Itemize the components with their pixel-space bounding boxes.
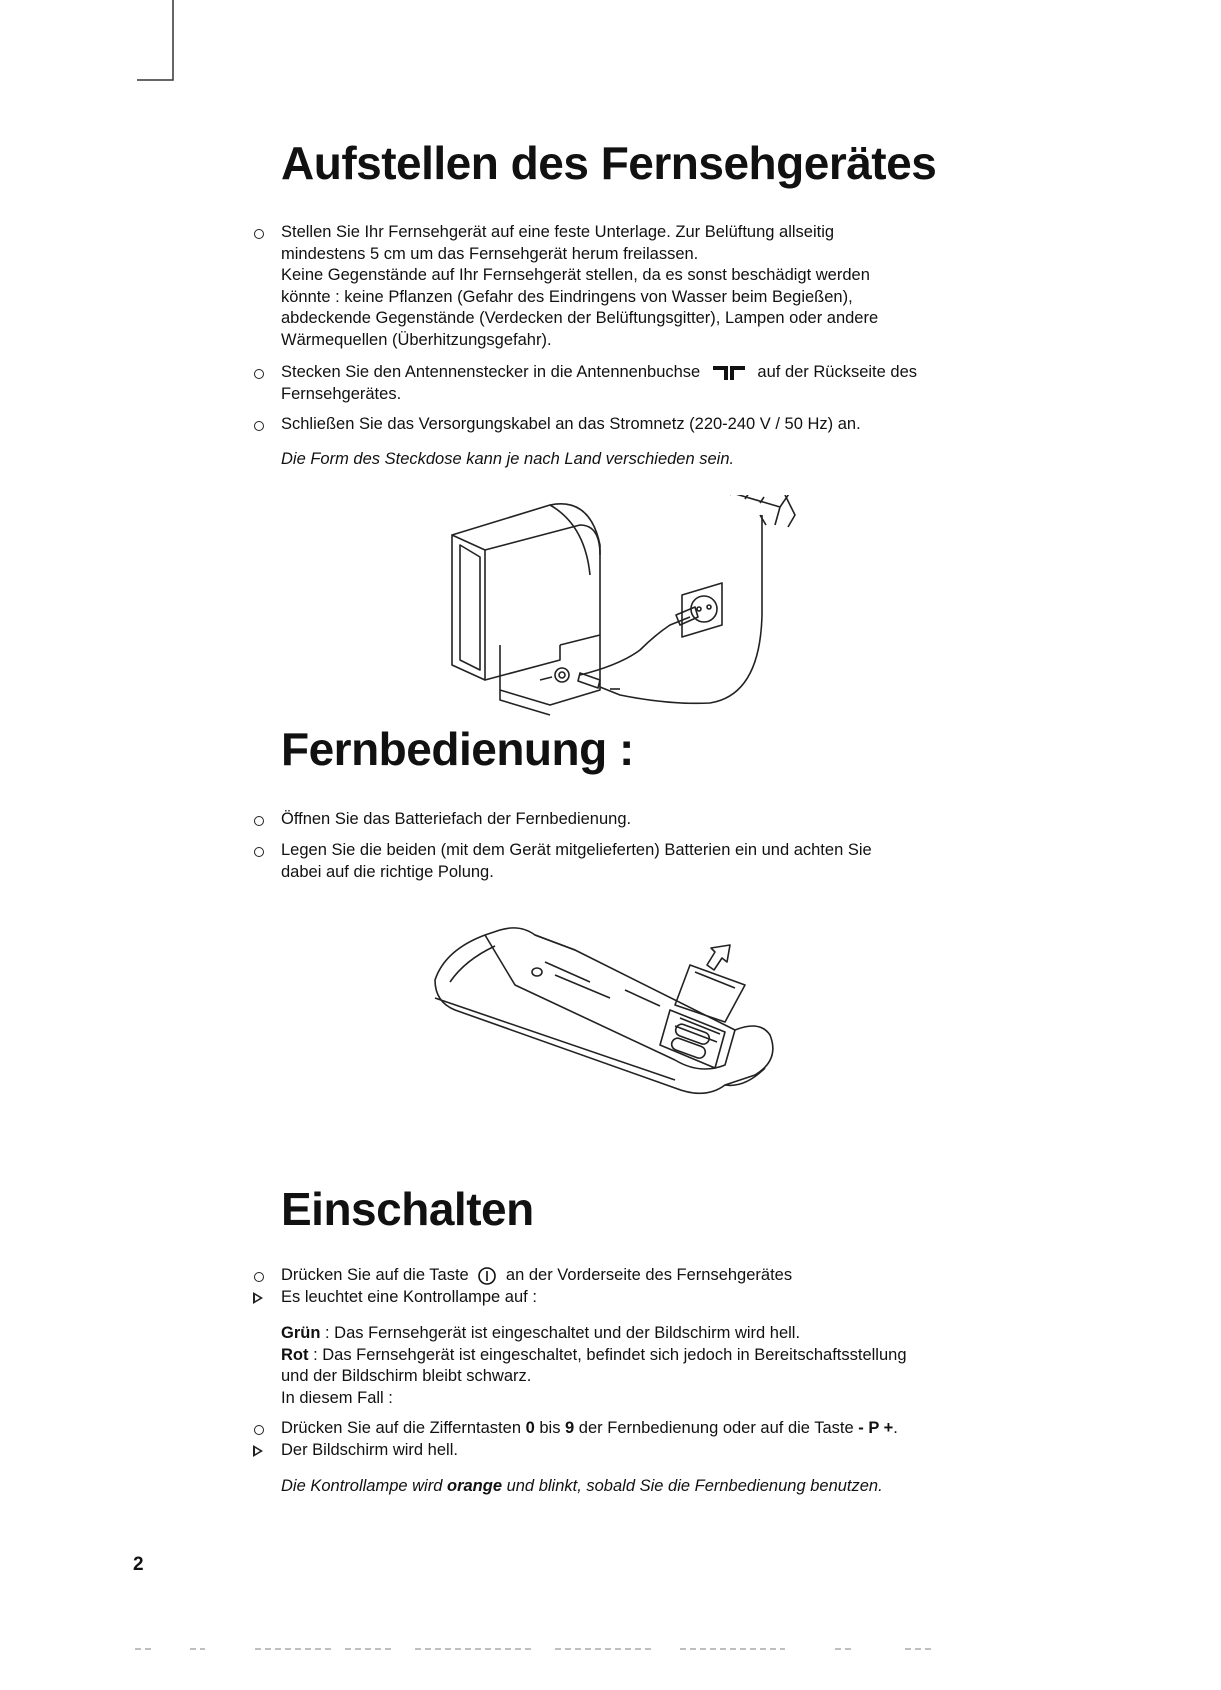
bullet-press-digits (281, 1418, 1001, 1440)
tv-setup-illustration (440, 495, 860, 720)
result-indicator-light (281, 1287, 1021, 1309)
green-line (281, 1323, 1001, 1345)
red-text: : Das Fernsehgerät ist eingeschaltet, befindet sich jedoch in Bereitschaftsstellung (308, 1345, 907, 1364)
page-number: 2 (133, 1554, 144, 1575)
indicator-explanation (281, 1323, 1001, 1409)
green-text: : Das Fernsehgerät ist eingeschaltet und der Bildschirm wird hell. (320, 1324, 801, 1342)
digit-zero: 0 (525, 1419, 535, 1437)
green-label: Grün (281, 1324, 321, 1342)
program-key: - P + (858, 1419, 894, 1437)
note-orange-light (281, 1476, 1001, 1498)
text-line: und der Bildschirm bleibt schwarz. (281, 1367, 532, 1385)
text-line: könnte : keine Pflanzen (Gefahr des Eindringens von Wasser beim Begießen), (281, 287, 853, 306)
text-line: Es leuchtet eine Kontrollampe auf : (281, 1288, 537, 1306)
note-socket-shape: Die Form des Steckdose kann je nach Land verschieden sein. (281, 450, 735, 468)
result-screen-bright (281, 1440, 1021, 1462)
note-text: Die Kontrollampe wird (281, 1477, 447, 1495)
digits-text: der Fernbedienung oder auf die Taste (574, 1419, 859, 1437)
text-line: Schließen Sie das Versorgungskabel an das Stromnetz (220-240 V / 50 Hz) an. (281, 415, 861, 433)
section-title-setup: Aufstellen des Fernsehgerätes (281, 137, 937, 189)
digits-text: Drücken Sie auf die Zifferntasten (281, 1419, 526, 1437)
section-title-power-on: Einschalten (281, 1183, 534, 1235)
red-label: Rot (281, 1345, 309, 1364)
power-text-after: an der Vorderseite des Fernsehgerätes (505, 1266, 793, 1284)
note-orange: orange (446, 1477, 502, 1495)
text-line: Wärmequellen (Überhitzungsgefahr). (281, 330, 552, 349)
red-line (281, 1345, 1001, 1367)
bullet-power (281, 414, 1021, 436)
text-line: Legen Sie die beiden (mit dem Gerät mitgelieferten) Batterien ein und achten Sie (281, 841, 872, 859)
digits-text: bis (534, 1419, 566, 1437)
power-text-before: Drücken Sie auf die Taste (281, 1266, 469, 1284)
text-line: Keine Gegenstände auf Ihr Fernsehgerät stellen, da es sonst beschädigt werden (281, 266, 870, 284)
digit-nine: 9 (565, 1419, 575, 1437)
bullet-insert-batteries (281, 840, 1021, 883)
text-line: Fernsehgerätes. (281, 384, 402, 403)
power-button-icon (477, 1266, 497, 1286)
antenna-text-before: Stecken Sie den Antennenstecker in die Antennenbuchse (281, 363, 701, 381)
antenna-text-after: auf der Rückseite des (757, 363, 918, 381)
text-line: mindestens 5 cm um das Fernsehgerät herum freilassen. (281, 244, 699, 263)
text-line (281, 362, 1001, 384)
bullet-press-power (281, 1265, 1021, 1287)
text-line: dabei auf die richtige Polung. (281, 862, 494, 881)
text-line: abdeckende Gegenstände (Verdecken der Belüftungsgitter), Lampen oder andere (281, 309, 879, 327)
bullet-open-battery (281, 809, 1021, 831)
scan-artifact-line (135, 1643, 955, 1657)
antenna-socket-icon (711, 365, 747, 381)
text-line: Der Bildschirm wird hell. (281, 1441, 458, 1459)
bullet-antenna (281, 362, 1001, 405)
text-line: Öffnen Sie das Batteriefach der Fernbedienung. (281, 810, 632, 828)
text-line: In diesem Fall : (281, 1388, 393, 1407)
note-text: und blinkt, sobald Sie die Fernbedienung benutzen. (502, 1477, 883, 1495)
text-line: Stellen Sie Ihr Fernsehgerät auf eine feste Unterlage. Zur Belüftung allseitig (281, 223, 835, 241)
remote-battery-illustration (425, 910, 825, 1120)
bullet-setup-placement (281, 222, 1021, 351)
digits-text: . (893, 1419, 898, 1437)
section-title-remote: Fernbedienung : (281, 723, 634, 775)
crop-mark (130, 0, 180, 90)
